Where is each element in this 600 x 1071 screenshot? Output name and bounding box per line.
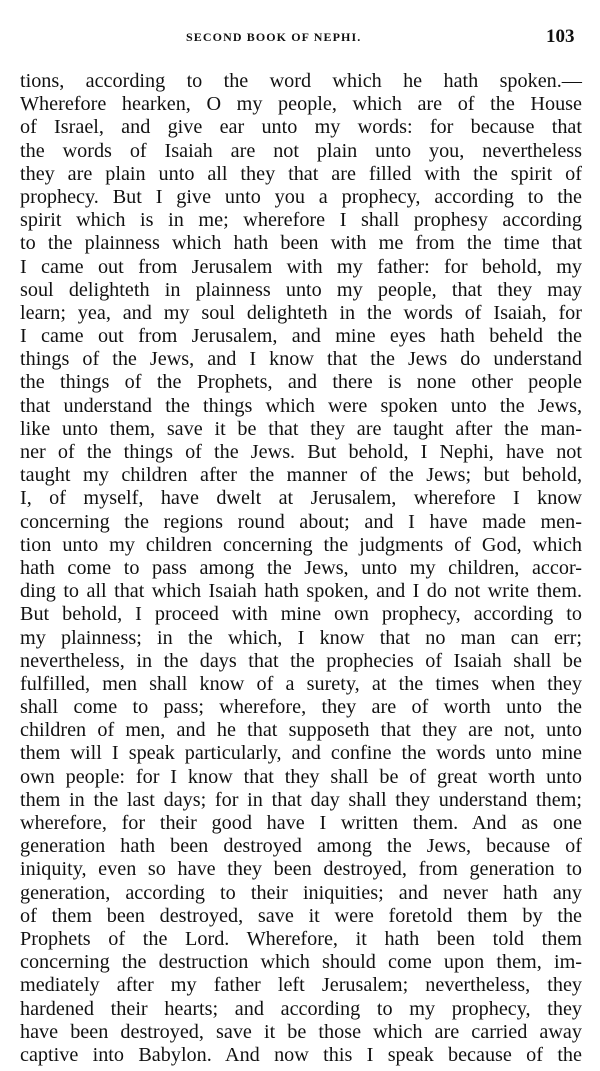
text-line: the words of Isaiah are not plain unto you, nevertheless — [20, 139, 582, 162]
text-line: of them been destroyed, save it were foretold them by the — [20, 904, 582, 927]
text-line: they are plain unto all they that are filled with the spirit of — [20, 162, 582, 185]
text-line: I came out from Jerusalem, and mine eyes hath beheld the — [20, 325, 582, 348]
text-line: things of the Jews, and I know that the Jews do understand — [20, 348, 582, 371]
text-line: have been destroyed, save it be those which are carried away — [20, 1020, 582, 1043]
text-line: my plainness; in the which, I know that no man can err; — [20, 626, 582, 649]
text-line: captive into Babylon. And now this I speak because of the — [20, 1043, 582, 1066]
text-line: soul delighteth in plainness unto my people, that they may — [20, 278, 582, 301]
text-line: But behold, I proceed with mine own prophecy, according to — [20, 603, 582, 626]
text-line: spirit which is in me; wherefore I shall prophesy according — [20, 209, 582, 232]
text-line: generation, according to their iniquities; and never hath any — [20, 881, 582, 904]
text-line: the things of the Prophets, and there is none other people — [20, 371, 582, 394]
text-line: hath come to pass among the Jews, unto my children, accor- — [20, 556, 582, 579]
page-header — [0, 26, 600, 50]
text-line: mediately after my father left Jerusalem; nevertheless, they — [20, 974, 582, 997]
text-line: hardened their hearts; and according to my prophecy, they — [20, 997, 582, 1020]
text-line: shall come to pass; wherefore, they are of worth unto the — [20, 696, 582, 719]
body-text — [20, 70, 582, 1067]
running-title: SECOND BOOK OF NEPHI. — [186, 30, 362, 44]
text-line: generation hath been destroyed among the Jews, because of — [20, 835, 582, 858]
text-line: Wherefore hearken, O my people, which are of the House — [20, 93, 582, 116]
text-line: that understand the things which were spoken unto the Jews, — [20, 394, 582, 417]
text-line: I came out from Jerusalem with my father: for behold, my — [20, 255, 582, 278]
text-line: ner of the things of the Jews. But behold, I Nephi, have not — [20, 441, 582, 463]
text-line: tion unto my children concerning the judgments of God, which — [20, 533, 582, 556]
text-line: children of men, and he that supposeth that they are not, unto — [20, 719, 582, 742]
text-line: own people: for I know that they shall be of great worth unto — [20, 765, 582, 788]
text-line: wherefore, for their good have I written them. And as one — [20, 812, 582, 834]
text-line: tions, according to the word which he hath spoken.— — [20, 70, 582, 92]
text-line: concerning the destruction which should come upon them, im- — [20, 951, 582, 974]
text-line: ding to all that which Isaiah hath spoken, and I do not write them. — [20, 580, 582, 603]
text-line: Prophets of the Lord. Wherefore, it hath been told them — [20, 927, 582, 950]
page-number: 103 — [546, 26, 575, 47]
text-line: them will I speak particularly, and confine the words unto mine — [20, 742, 582, 765]
text-line: concerning the regions round about; and I have made men- — [20, 510, 582, 533]
text-line: iniquity, even so have they been destroyed, from generation to — [20, 858, 582, 881]
text-line: nevertheless, in the days that the prophecies of Isaiah shall be — [20, 649, 582, 672]
text-line: them in the last days; for in that day shall they understand them; — [20, 788, 582, 811]
text-line: I, of myself, have dwelt at Jerusalem, wherefore I know — [20, 487, 582, 510]
text-line: prophecy. But I give unto you a prophecy, according to the — [20, 185, 582, 208]
text-line: taught my children after the manner of the Jews; but behold, — [20, 464, 582, 487]
text-line: like unto them, save it be that they are taught after the man- — [20, 417, 582, 440]
text-line: of Israel, and give ear unto my words: for because that — [20, 116, 582, 139]
text-line: fulfilled, men shall know of a surety, at the times when they — [20, 672, 582, 695]
text-line: learn; yea, and my soul delighteth in the words of Isaiah, for — [20, 301, 582, 324]
text-line: to the plainness which hath been with me from the time that — [20, 232, 582, 255]
